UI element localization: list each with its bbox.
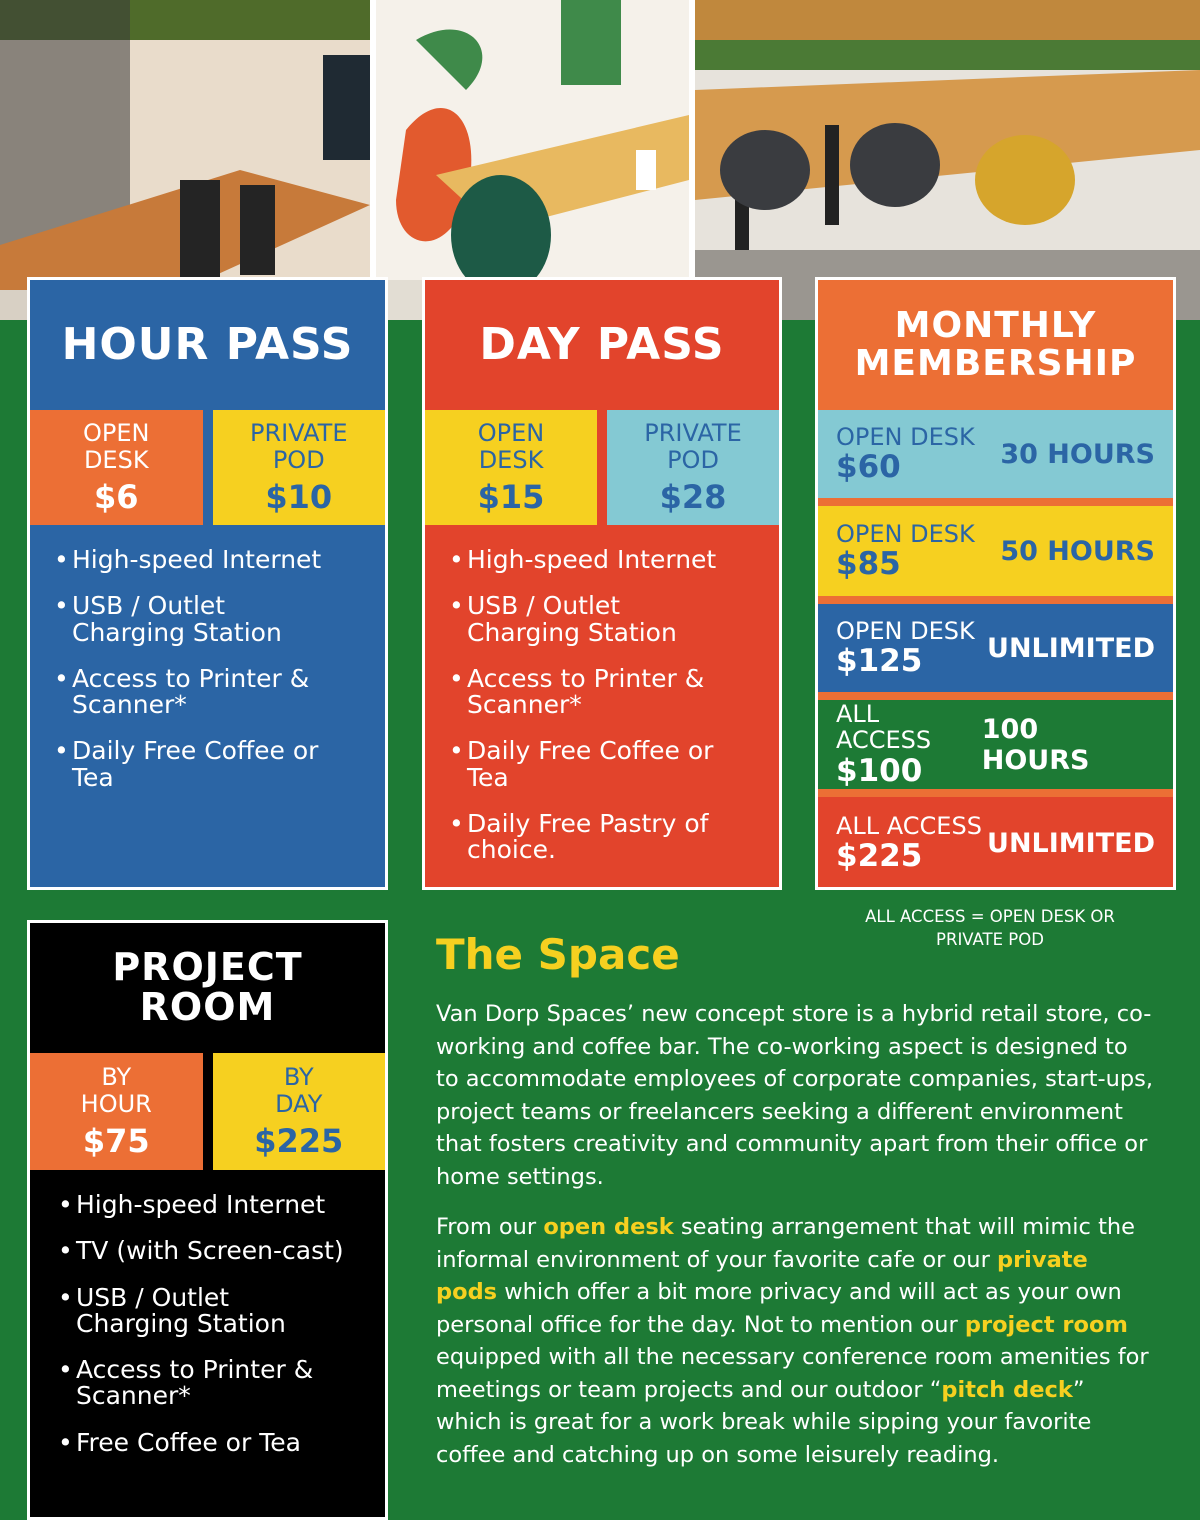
- project-by-day-price: $225: [254, 1121, 344, 1160]
- feature-item: • Daily Free Pastry of choice.: [467, 811, 727, 864]
- project-room-title-text: PROJECT ROOM: [112, 945, 303, 1029]
- hour-open-desk-price: $6: [93, 477, 139, 516]
- open-desk-photo: [695, 0, 1200, 320]
- feature-item: • High-speed Internet: [72, 547, 365, 573]
- hour-pass-title: HOUR PASS: [61, 318, 354, 370]
- tier-name: OPEN DESK: [836, 616, 975, 645]
- all-access-note: ALL ACCESS = OPEN DESK OR PRIVATE POD: [865, 907, 1115, 950]
- day-pass-features: [425, 525, 779, 863]
- private-pod-photo: [376, 0, 689, 320]
- day-open-desk-label: OPEN DESK: [477, 418, 545, 475]
- monthly-tier-all-access-unlimited[interactable]: [818, 797, 1173, 889]
- hour-private-pod-price: $10: [265, 477, 333, 516]
- feature-item: • Daily Free Coffee or Tea: [72, 738, 332, 791]
- project-by-hour-option[interactable]: [30, 1053, 203, 1170]
- feature-item: • Access to Printer & Scanner*: [467, 666, 717, 719]
- day-private-pod-price: $28: [659, 477, 727, 516]
- tier-price: $85: [836, 546, 901, 583]
- feature-item: • Free Coffee or Tea: [76, 1430, 365, 1456]
- tier-price: $100: [836, 752, 923, 789]
- project-by-hour-label: BY HOUR: [80, 1062, 152, 1119]
- text-run: which offer a bit more privacy and will act as your own personal office for the day. Not to mention our: [436, 1279, 1122, 1338]
- project-by-day-label: BY DAY: [275, 1062, 323, 1119]
- project-room-title: [30, 923, 385, 1053]
- space-paragraph-1: Van Dorp Spaces’ new concept store is a hybrid retail store, co-working and coffee bar. The co-working aspect is designed to to accommodate employees of corporate companies, start-ups, project teams or freelancers seeking a different environment that fosters creativity and community apart from their office or home settings.: [436, 1001, 1154, 1190]
- feature-item: • TV (with Screen-cast): [76, 1238, 376, 1264]
- monthly-tier-open-desk-50[interactable]: [818, 506, 1173, 596]
- day-private-pod-label: PRIVATE POD: [644, 418, 742, 475]
- monthly-tier-open-desk-30[interactable]: [818, 410, 1173, 498]
- tier-name: OPEN DESK: [836, 519, 975, 548]
- monthly-membership-card: [815, 277, 1176, 890]
- feature-item: • USB / Outlet Charging Station: [467, 593, 697, 646]
- hour-open-desk-label: OPEN DESK: [83, 418, 150, 475]
- feature-item: • High-speed Internet: [76, 1192, 365, 1218]
- tier-hours: 50 HOURS: [1000, 535, 1155, 567]
- text-run: seating arrangement that will mimic the informal environment of your favorite cafe or our: [436, 1214, 1136, 1273]
- photo-strip: [0, 0, 1200, 320]
- text-run: ” which is great for a work break while sipping your favorite coffee and catching up on some leisurely reading.: [436, 1376, 1092, 1468]
- monthly-membership-title: MONTHLY MEMBERSHIP: [854, 305, 1137, 384]
- tier-price: $225: [836, 838, 923, 875]
- monthly-tier-open-desk-unlimited[interactable]: [818, 604, 1173, 692]
- monthly-tier-all-access-100[interactable]: [818, 700, 1173, 789]
- tier-price: $60: [836, 449, 901, 486]
- day-pass-title: DAY PASS: [479, 318, 725, 370]
- project-by-hour-price: $75: [82, 1121, 150, 1160]
- hour-private-pod-option[interactable]: [213, 410, 386, 525]
- tier-hours: 100 HOURS: [981, 713, 1090, 776]
- tier-hours: 30 HOURS: [1000, 438, 1155, 470]
- highlight-project-room: project room: [964, 1311, 1128, 1338]
- feature-item: • High-speed Internet: [467, 547, 759, 573]
- project-by-day-option[interactable]: [213, 1053, 386, 1170]
- hour-pass-card: [27, 277, 388, 890]
- day-pass-card: [422, 277, 782, 890]
- tier-name: OPEN DESK: [836, 422, 975, 451]
- tier-name: ALL ACCESS: [836, 811, 982, 840]
- highlight-pitch-deck: pitch deck: [941, 1376, 1073, 1403]
- hour-pass-features: [30, 525, 385, 791]
- feature-item: • USB / Outlet Charging Station: [72, 593, 302, 646]
- meeting-room-photo: [0, 0, 370, 320]
- tier-price: $125: [836, 643, 923, 680]
- hour-open-desk-option[interactable]: [30, 410, 203, 525]
- day-private-pod-option[interactable]: [607, 410, 779, 525]
- feature-item: • Access to Printer & Scanner*: [76, 1357, 326, 1410]
- highlight-open-desk: open desk: [543, 1214, 674, 1240]
- tier-name: ALL ACCESS: [836, 700, 932, 755]
- feature-item: • USB / Outlet Charging Station: [76, 1285, 306, 1338]
- feature-item: • Daily Free Coffee or Tea: [467, 738, 727, 791]
- space-heading: The Space: [436, 930, 680, 979]
- highlight-private-pods: private pods: [436, 1246, 1088, 1305]
- hour-private-pod-label: PRIVATE POD: [250, 418, 348, 475]
- day-open-desk-option[interactable]: [425, 410, 597, 525]
- tier-hours: UNLIMITED: [987, 827, 1155, 859]
- space-paragraph-2: [436, 1211, 1156, 1471]
- text-run: From our: [436, 1214, 544, 1240]
- text-run: equipped with all the necessary conference room amenities for meetings or team projects and our outdoor “: [436, 1344, 1149, 1403]
- feature-item: • Access to Printer & Scanner*: [72, 666, 322, 719]
- project-room-features: [30, 1170, 385, 1456]
- tier-hours: UNLIMITED: [987, 632, 1155, 664]
- project-room-card: [27, 920, 388, 1520]
- day-open-desk-price: $15: [477, 477, 545, 516]
